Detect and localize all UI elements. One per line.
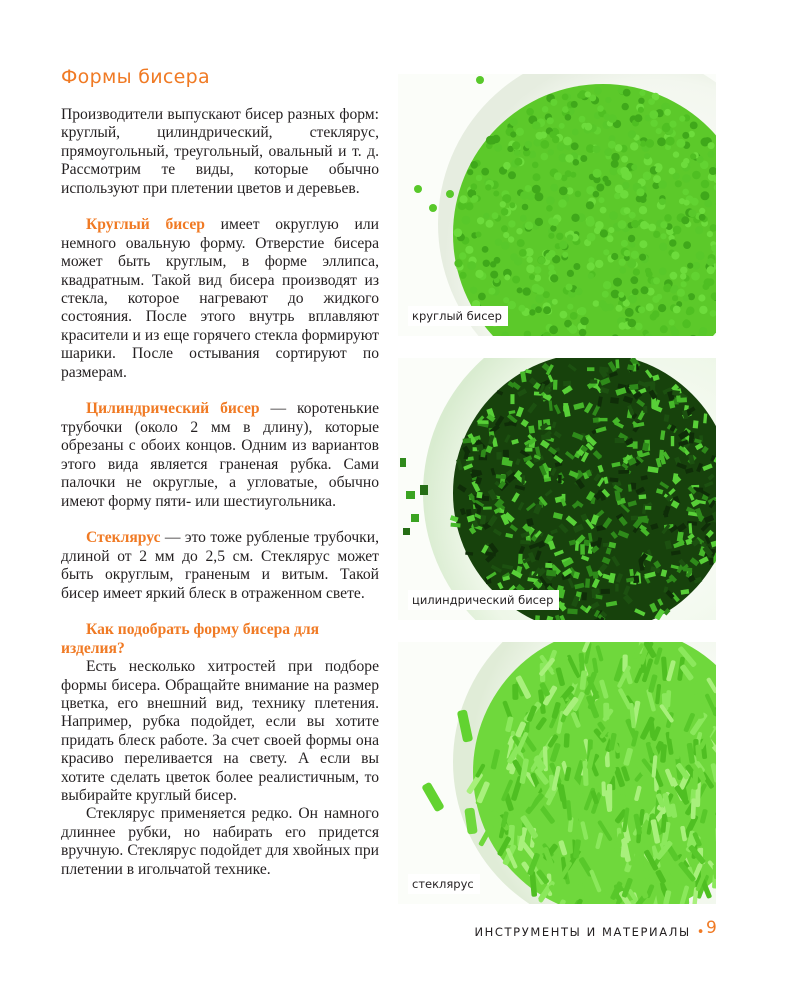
howto-paragraph-2: Стеклярус применяется редко. Он намного длиннее рубки, но набирать его придется вручную. Стеклярус подойдет для хвойных при плетении в игольчатой технике.: [61, 805, 379, 878]
round-text: имеет округлую или немного овальную форму. Отверстие бисера может быть круглым, в форме эллипса, квадратным. Такой вид бисера производят из стекла, которое нагревают до жидкого состояния. После этого внутрь вплавляют красители и из еще горячего стекла формируют шарики. После остывания сортируют по размерам.: [61, 216, 380, 381]
howto-heading: Как подобрать форму бисера для изделия?: [61, 621, 320, 657]
footer-section: ИНСТРУМЕНТЫ И МАТЕРИАЛЫ: [474, 925, 691, 939]
round-beads-photo: [398, 74, 716, 336]
round-caption: круглый бисер: [408, 306, 508, 326]
cylinder-beads-image: [398, 358, 716, 620]
intro-paragraph: Производители выпускают бисер разных форм: круглый, цилиндрический, стеклярус, прямоугольный, треугольный, овальный и т. д. Рассмотрим те виды, которые обычно используют при плетении цветов и деревьев.: [61, 106, 379, 197]
running-footer: [474, 925, 712, 940]
bugle-text: — это тоже рубленые трубочки, длиной от 2 мм до 2,5 см. Стеклярус может быть округлым, граненым и витым. Такой бисер имеет яркий блеск в отраженном свете.: [61, 529, 379, 602]
bugle-term: Стеклярус: [86, 529, 161, 547]
bugle-beads-photo: [398, 642, 716, 904]
footer-bullet: •: [696, 925, 706, 940]
cylinder-caption: цилиндрический бисер: [408, 590, 559, 610]
cylinder-paragraph: [61, 400, 379, 510]
bugle-paragraph: [61, 529, 379, 603]
cylinder-term: Цилиндрический бисер: [86, 400, 260, 418]
cylinder-beads-photo: [398, 358, 716, 620]
page-number: 9: [706, 918, 717, 938]
round-term: Круглый бисер: [86, 216, 205, 234]
cylinder-text: — коротенькие трубочки (около 2 мм в длину), которые обрезаны с обоих концов. Одним из вариантов этого вида является граненая рубка. Сами палочки не округлые, а угловатые, обычно имеют форму пяти- или шестиугольника.: [61, 400, 379, 510]
article-text: [61, 106, 379, 879]
howto-paragraph-1: Есть несколько хитростей при подборе формы бисера. Обращайте внимание на размер цветка, его внешний вид, технику плетения. Например, рубка подойдет, если вы хотите придать блеск работе. За счет своей формы она красиво переливается на свету. А если вы хотите сделать цветок более реалистичным, то выбирайте круглый бисер.: [61, 658, 379, 804]
page-title: Формы бисера: [61, 66, 210, 88]
bugle-beads-image: [398, 642, 716, 904]
round-paragraph: [61, 216, 379, 382]
bugle-caption: стеклярус: [408, 874, 480, 894]
round-beads-image: [398, 74, 716, 336]
